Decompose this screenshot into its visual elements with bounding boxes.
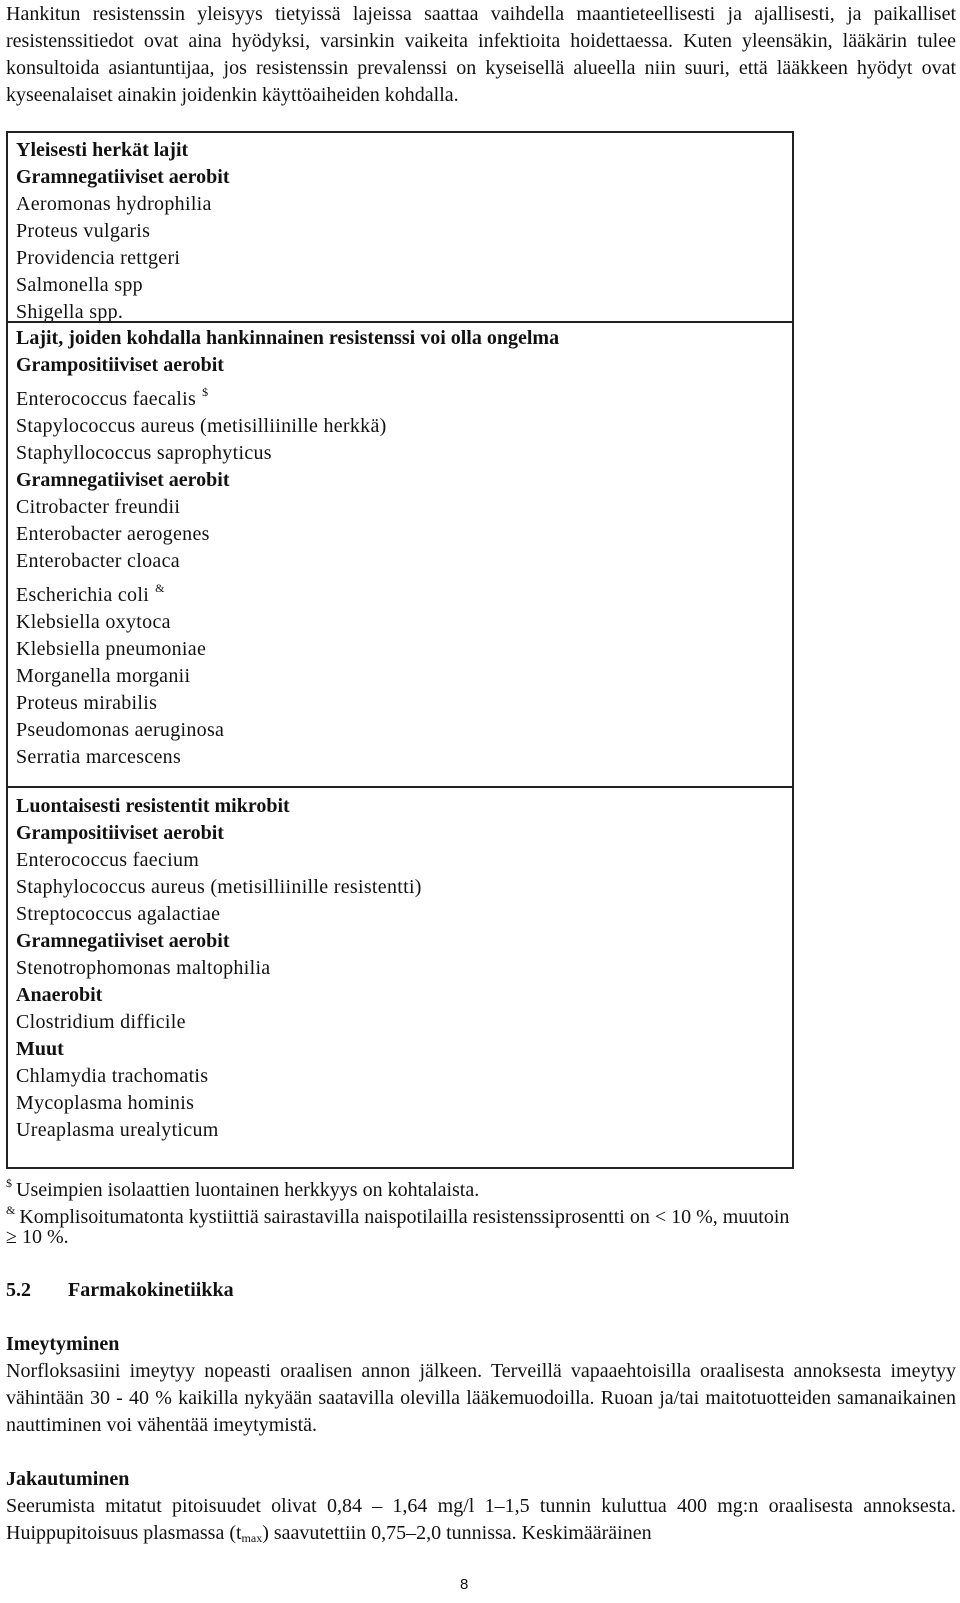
organism-item: Aeromonas hydrophilia — [16, 193, 212, 215]
acquired-resistance-list — [16, 325, 559, 771]
distribution-paragraph — [6, 1493, 956, 1552]
footnote-mark: $ — [202, 385, 209, 399]
organism-item: Chlamydia trachomatis — [16, 1065, 209, 1087]
footnote-mark: $ — [6, 1176, 12, 1190]
organism-item: Proteus vulgaris — [16, 220, 151, 242]
organism-item: Staphyllococcus saprophyticus — [16, 442, 272, 464]
footnote-text: Komplisoitumatonta kystiittiä sairastavilla naispotilailla resistenssiprosentti on < 10 %, muutoin — [19, 1206, 790, 1228]
acquired-resistance-heading: Lajit, joiden kohdalla hankinnainen resistenssi voi olla ongelma — [16, 327, 560, 349]
footnote-mark: & — [155, 581, 165, 595]
organism-item — [16, 575, 559, 609]
organism-item: Enterobacter cloaca — [16, 550, 180, 572]
organism-item: Citrobacter freundii — [16, 496, 181, 518]
acquired-resistance-table-cell — [6, 321, 794, 788]
organism-item: Enterobacter aerogenes — [16, 523, 210, 545]
organism-item: Klebsiella oxytoca — [16, 611, 171, 633]
organism-item: Pseudomonas aeruginosa — [16, 719, 225, 741]
absorption-paragraph: Norfloksasiini imeytyy nopeasti oraalisen annon jälkeen. Terveillä vapaaehtoisilla oraalisesta annoksesta imeytyy vähintään 30 - 40 % kaikilla nykyään saatavilla olevilla lääkemuodoilla. Ruoan ja/tai maitotuotteiden samanaikainen nauttiminen voi vähentää imeytymistä. — [6, 1360, 956, 1436]
gram-positive-heading: Grampositiiviset aerobit — [16, 822, 224, 844]
other-heading: Muut — [16, 1038, 64, 1060]
organism-item: Shigella spp. — [16, 301, 124, 323]
gram-negative-heading: Gramnegatiiviset aerobit — [16, 166, 230, 188]
organism-item: Ureaplasma urealyticum — [16, 1119, 219, 1141]
organism-item: Staphylococcus aureus (metisilliinille resistentti) — [16, 876, 422, 898]
footnote-text: Useimpien isolaattien luontainen herkkyys on kohtalaista. — [16, 1179, 480, 1201]
footnote-amp-continuation: ≥ 10 %. — [6, 1226, 69, 1248]
section-heading — [6, 1277, 234, 1304]
susceptible-table-cell — [6, 131, 794, 323]
gram-positive-heading: Grampositiiviset aerobit — [16, 354, 224, 376]
organism-item — [16, 379, 559, 413]
organism-item: Stapylococcus aureus (metisilliinille herkkä) — [16, 415, 387, 437]
organism-item: Proteus mirabilis — [16, 692, 158, 714]
organism-item: Stenotrophomonas maltophilia — [16, 957, 271, 979]
resistant-list — [16, 793, 422, 1144]
resistant-heading: Luontaisesti resistentit mikrobit — [16, 795, 290, 817]
organism-item: Klebsiella pneumoniae — [16, 638, 207, 660]
resistant-table-cell — [6, 786, 794, 1169]
organism-item: Enterococcus faecium — [16, 849, 200, 871]
gram-negative-heading: Gramnegatiiviset aerobit — [16, 469, 230, 491]
section-number: 5.2 — [6, 1279, 31, 1301]
distribution-text: ) saavutettiin 0,75–2,0 tunnissa. Keskimääräinen — [262, 1522, 652, 1544]
organism-item: Salmonella spp — [16, 274, 143, 296]
organism-item: Streptococcus agalactiae — [16, 903, 221, 925]
organism-name: Escherichia coli — [16, 584, 150, 606]
anaerobes-heading: Anaerobit — [16, 984, 103, 1006]
footnote-mark: & — [6, 1203, 16, 1217]
distribution-text: Seerumista mitatut pitoisuudet olivat 0,84 – 1,64 mg/l 1–1,5 tunnin kuluttua 400 mg:n oraalisesta annoksesta. Huippupitoisuus plasmassa (t — [6, 1495, 956, 1544]
organism-item: Mycoplasma hominis — [16, 1092, 195, 1114]
gram-negative-heading: Gramnegatiiviset aerobit — [16, 930, 230, 952]
organism-name: Enterococcus faecalis — [16, 388, 197, 410]
page-number: 8 — [460, 1576, 469, 1593]
section-title: Farmakokinetiikka — [68, 1279, 234, 1301]
organism-item: Morganella morganii — [16, 665, 191, 687]
susceptible-heading: Yleisesti herkät lajit — [16, 139, 189, 161]
organism-item: Clostridium difficile — [16, 1011, 186, 1033]
susceptible-list — [16, 137, 229, 326]
tmax-subscript: max — [241, 1531, 263, 1545]
absorption-heading: Imeytyminen — [6, 1333, 120, 1355]
distribution-heading: Jakautuminen — [6, 1468, 130, 1490]
intro-paragraph: Hankitun resistenssin yleisyys tietyissä lajeissa saattaa vaihdella maantieteellisesti ja ajallisesti, ja paikalliset resistenssitiedot ovat aina hyödyksi, varsinkin vaikeita infektioita hoidettaessa. Kuten yleensäkin, lääkärin tulee konsultoida asiantuntijaa, jos resistenssin prevalenssi on kyseisellä alueella niin suuri, että lääkkeen hyödyt ovat kyseenalaiset ainakin joidenkin käyttöaiheiden kohdalla. — [6, 3, 956, 106]
organism-item: Serratia marcescens — [16, 746, 182, 768]
organism-item: Providencia rettgeri — [16, 247, 181, 269]
